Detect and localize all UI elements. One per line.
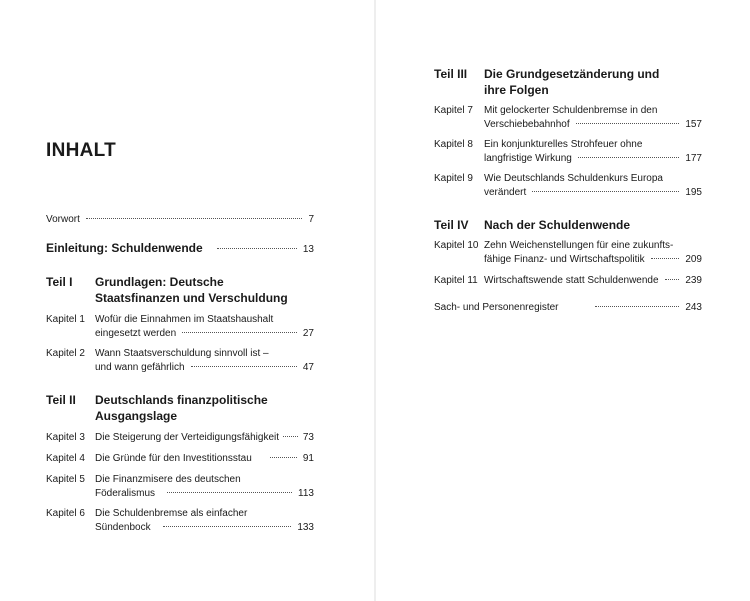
chapter-title[interactable]: Wofür die Einnahmen im Staatshaushalt [95, 314, 274, 325]
dot-leader [576, 123, 680, 124]
toc-entry-einleitung[interactable] [46, 241, 314, 257]
page-number: 7 [308, 214, 314, 225]
chapter-title: Die Steigerung der Verteidigungsfähigkeit [95, 432, 280, 443]
chapter-title: Wirtschaftswende statt Schuldenwende [484, 275, 659, 286]
entry-label: Sach- und Personenregister [434, 302, 559, 313]
chapter-title: und wann gefährlich [95, 362, 185, 373]
chapter-title: langfristige Wirkung [484, 153, 572, 164]
toc-entry-kapitel-11[interactable] [484, 273, 702, 288]
chapter-label: Kapitel 8 [434, 139, 473, 150]
toc-entry-kapitel-6[interactable] [95, 520, 314, 535]
part-label: Teil III [434, 67, 468, 81]
dot-leader [651, 258, 680, 259]
dot-leader [182, 332, 297, 333]
chapter-label: Kapitel 1 [46, 314, 85, 325]
page-number: 239 [685, 275, 702, 286]
dot-leader [163, 526, 292, 527]
chapter-title: Föderalismus [95, 488, 156, 499]
page-number: 209 [685, 254, 702, 265]
dot-leader [191, 366, 297, 367]
toc-entry-kapitel-10[interactable] [484, 252, 702, 267]
dot-leader [665, 279, 680, 280]
dot-leader [86, 218, 303, 219]
chapter-label: Kapitel 9 [434, 173, 473, 184]
chapter-label: Kapitel 6 [46, 508, 85, 519]
page-number: 195 [685, 187, 702, 198]
chapter-title[interactable]: Wann Staatsverschuldung sinnvoll ist – [95, 348, 269, 359]
part-title: Ausgangslage [95, 409, 178, 423]
dot-leader [270, 457, 297, 458]
chapter-title[interactable]: Die Finanzmisere des deutschen [95, 474, 241, 485]
chapter-title: Verschiebebahnhof [484, 119, 570, 130]
entry-label: Einleitung: Schuldenwende [46, 241, 203, 255]
chapter-title[interactable]: Die Schuldenbremse als einfacher [95, 508, 248, 519]
toc-entry-kapitel-8[interactable] [484, 151, 702, 166]
page-number: 91 [302, 453, 314, 464]
dot-leader [283, 436, 298, 437]
chapter-label: Kapitel 3 [46, 432, 85, 443]
page-number: 73 [302, 432, 314, 443]
part-title: Nach der Schuldenwende [484, 218, 631, 232]
page-number: 177 [685, 153, 702, 164]
right-page [376, 0, 750, 601]
page-number: 157 [685, 119, 702, 130]
part-label: Teil I [46, 275, 73, 289]
chapter-title: eingesetzt werden [95, 328, 177, 339]
dot-leader [595, 306, 680, 307]
chapter-label: Kapitel 2 [46, 348, 85, 359]
toc-entry-kapitel-9[interactable] [484, 185, 702, 200]
toc-entry-kapitel-1[interactable] [95, 326, 314, 341]
part-label: Teil II [46, 393, 76, 407]
toc-entry-kapitel-3[interactable] [95, 430, 314, 445]
page-number: 133 [297, 522, 314, 533]
toc-entry-kapitel-2[interactable] [95, 360, 314, 375]
entry-label: Vorwort [46, 214, 80, 225]
dot-leader [578, 157, 680, 158]
toc-entry-kapitel-7[interactable] [484, 117, 702, 132]
part-title: ihre Folgen [484, 83, 549, 97]
chapter-label: Kapitel 11 [434, 275, 478, 286]
part-title: Grundlagen: Deutsche [95, 275, 224, 289]
chapter-title: fähige Finanz- und Wirtschaftspolitik [484, 254, 645, 265]
dot-leader [532, 191, 679, 192]
chapter-label: Kapitel 10 [434, 240, 479, 251]
page-title: INHALT [46, 140, 117, 161]
chapter-title[interactable]: Ein konjunkturelles Strohfeuer ohne [484, 139, 643, 150]
toc-entry-kapitel-4[interactable] [95, 451, 314, 466]
page-number: 13 [302, 244, 314, 255]
page-number: 113 [298, 488, 314, 499]
part-title: Die Grundgesetzänderung und [484, 67, 660, 81]
chapter-title: Sündenbock [95, 522, 151, 533]
page-number: 243 [685, 302, 702, 313]
part-title: Staatsfinanzen und Verschuldung [95, 291, 288, 305]
chapter-title[interactable]: Mit gelockerter Schuldenbremse in den [484, 105, 658, 116]
dot-leader [217, 248, 297, 249]
chapter-title[interactable]: Zehn Weichenstellungen für eine zukunfts- [484, 240, 674, 251]
chapter-title: Die Gründe für den Investitionsstau [95, 453, 252, 464]
dot-leader [167, 492, 292, 493]
page-number: 47 [302, 362, 314, 373]
chapter-label: Kapitel 4 [46, 453, 85, 464]
page-number: 27 [302, 328, 314, 339]
part-label: Teil IV [434, 218, 469, 232]
part-title: Deutschlands finanzpolitische [95, 393, 268, 407]
chapter-title: verändert [484, 187, 527, 198]
toc-entry-vorwort[interactable] [46, 212, 314, 227]
toc-entry-kapitel-5[interactable] [95, 486, 314, 501]
left-page [0, 0, 374, 601]
chapter-title[interactable]: Wie Deutschlands Schuldenkurs Europa [484, 173, 663, 184]
chapter-label: Kapitel 7 [434, 105, 473, 116]
chapter-label: Kapitel 5 [46, 474, 85, 485]
toc-entry-register[interactable] [434, 300, 702, 315]
